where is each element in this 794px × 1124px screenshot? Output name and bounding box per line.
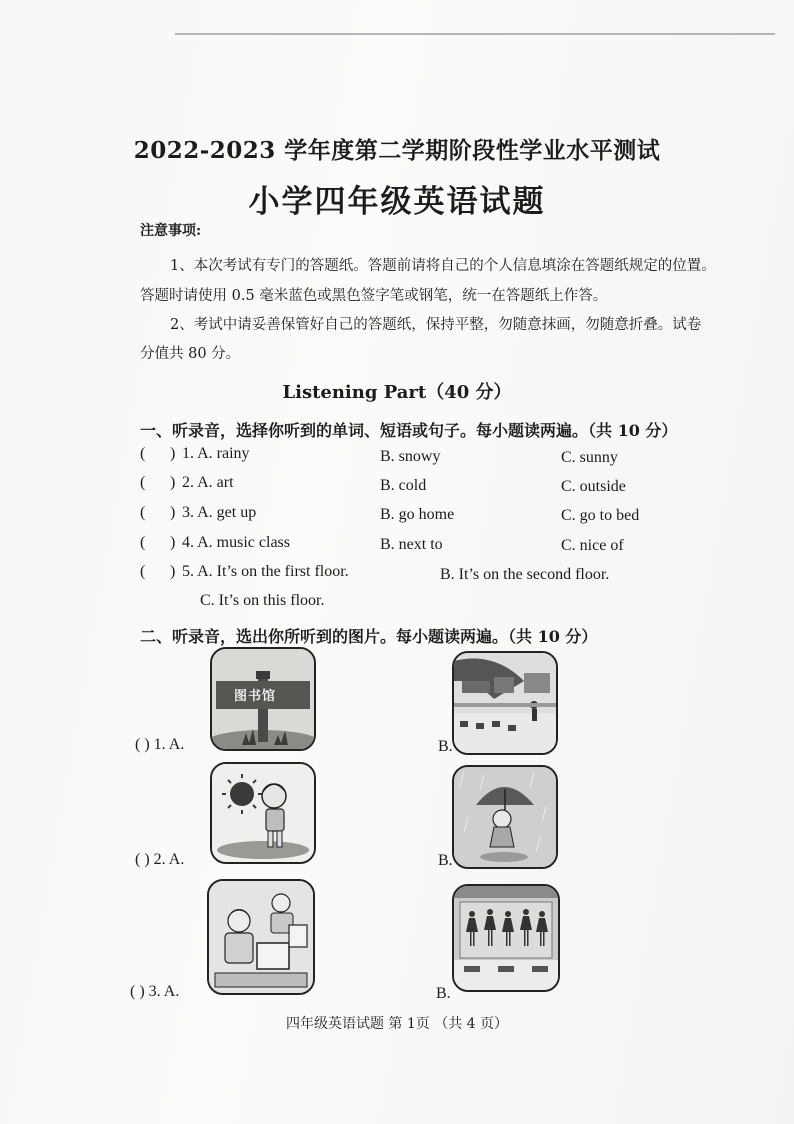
answer-paren-open[interactable]: ( xyxy=(140,504,146,521)
playground-picture[interactable] xyxy=(452,651,558,755)
option-b: B. cold xyxy=(380,477,427,494)
picture-question-3-label[interactable]: ( ) 3. A. xyxy=(130,983,180,1000)
option-b: B. It’s on the second floor. xyxy=(440,566,610,583)
option-c: C. sunny xyxy=(561,449,618,466)
sunny-girl-picture[interactable] xyxy=(210,762,316,864)
picture-question-2-label[interactable]: ( ) 2. A. xyxy=(135,851,185,868)
option-c: C. It’s on this floor. xyxy=(200,592,325,609)
listening-part-title: Listening Part（40 分） xyxy=(282,382,512,403)
picture-question-1-label[interactable]: ( ) 1. A. xyxy=(135,736,185,753)
page-footer: 四年级英语试题 第 1页 （共 4 页） xyxy=(285,1016,509,1032)
option-a: 5. A. It’s on the first floor. xyxy=(182,563,349,580)
scan-edge-line xyxy=(175,33,775,35)
library-sign-text: 图书馆 xyxy=(234,689,277,704)
library-sign-picture[interactable] xyxy=(210,647,316,751)
option-b: B. go home xyxy=(380,506,455,523)
picture-question-1-b-label: B. xyxy=(438,738,453,755)
notice-line-4: 分值共 80 分。 xyxy=(140,346,241,362)
section-1-heading: 一、听录音，选择你听到的单词、短语或句子。每小题读两遍。（共 10 分） xyxy=(140,421,678,440)
answer-paren-close: ) xyxy=(170,504,176,521)
option-b: B. next to xyxy=(380,536,443,553)
ballet-room-picture[interactable] xyxy=(452,884,560,992)
option-c: C. outside xyxy=(561,478,626,495)
notice-heading: 注意事项: xyxy=(140,223,202,239)
answer-paren-close: ) xyxy=(170,563,176,580)
option-a: 1. A. rainy xyxy=(182,445,250,462)
notice-line-2: 答题时请使用 0.5 毫米蓝色或黑色签字笔或钢笔，统一在答题纸上作答。 xyxy=(140,288,608,304)
option-a: 4. A. music class xyxy=(182,534,290,551)
answer-paren-close: ) xyxy=(170,445,176,462)
option-a: 2. A. art xyxy=(182,474,234,491)
notice-line-3: 2、考试中请妥善保管好自己的答题纸，保持平整，勿随意抹画，勿随意折叠。试卷 xyxy=(170,317,702,333)
option-a: 3. A. get up xyxy=(182,504,257,521)
exam-subtitle: 小学四年级英语试题 xyxy=(248,184,546,220)
answer-paren-open[interactable]: ( xyxy=(140,474,146,491)
option-c: C. nice of xyxy=(561,537,624,554)
option-c: C. go to bed xyxy=(561,507,640,524)
answer-paren-open[interactable]: ( xyxy=(140,445,146,462)
answer-paren-close: ) xyxy=(170,474,176,491)
picture-question-3-b-label: B. xyxy=(436,985,451,1002)
exam-title: 2022-2023 学年度第二学期阶段性学业水平测试 xyxy=(133,137,661,164)
option-b: B. snowy xyxy=(380,448,441,465)
answer-paren-open[interactable]: ( xyxy=(140,563,146,580)
answer-paren-open[interactable]: ( xyxy=(140,534,146,551)
rainy-girl-picture[interactable] xyxy=(452,765,558,869)
notice-line-1: 1、本次考试有专门的答题纸。答题前请将自己的个人信息填涂在答题纸规定的位置。 xyxy=(170,258,716,274)
computer-room-picture[interactable] xyxy=(207,879,315,995)
section-2-heading: 二、听录音，选出你所听到的图片。每小题读两遍。（共 10 分） xyxy=(140,627,598,646)
answer-paren-close: ) xyxy=(170,534,176,551)
picture-question-2-b-label: B. xyxy=(438,852,453,869)
